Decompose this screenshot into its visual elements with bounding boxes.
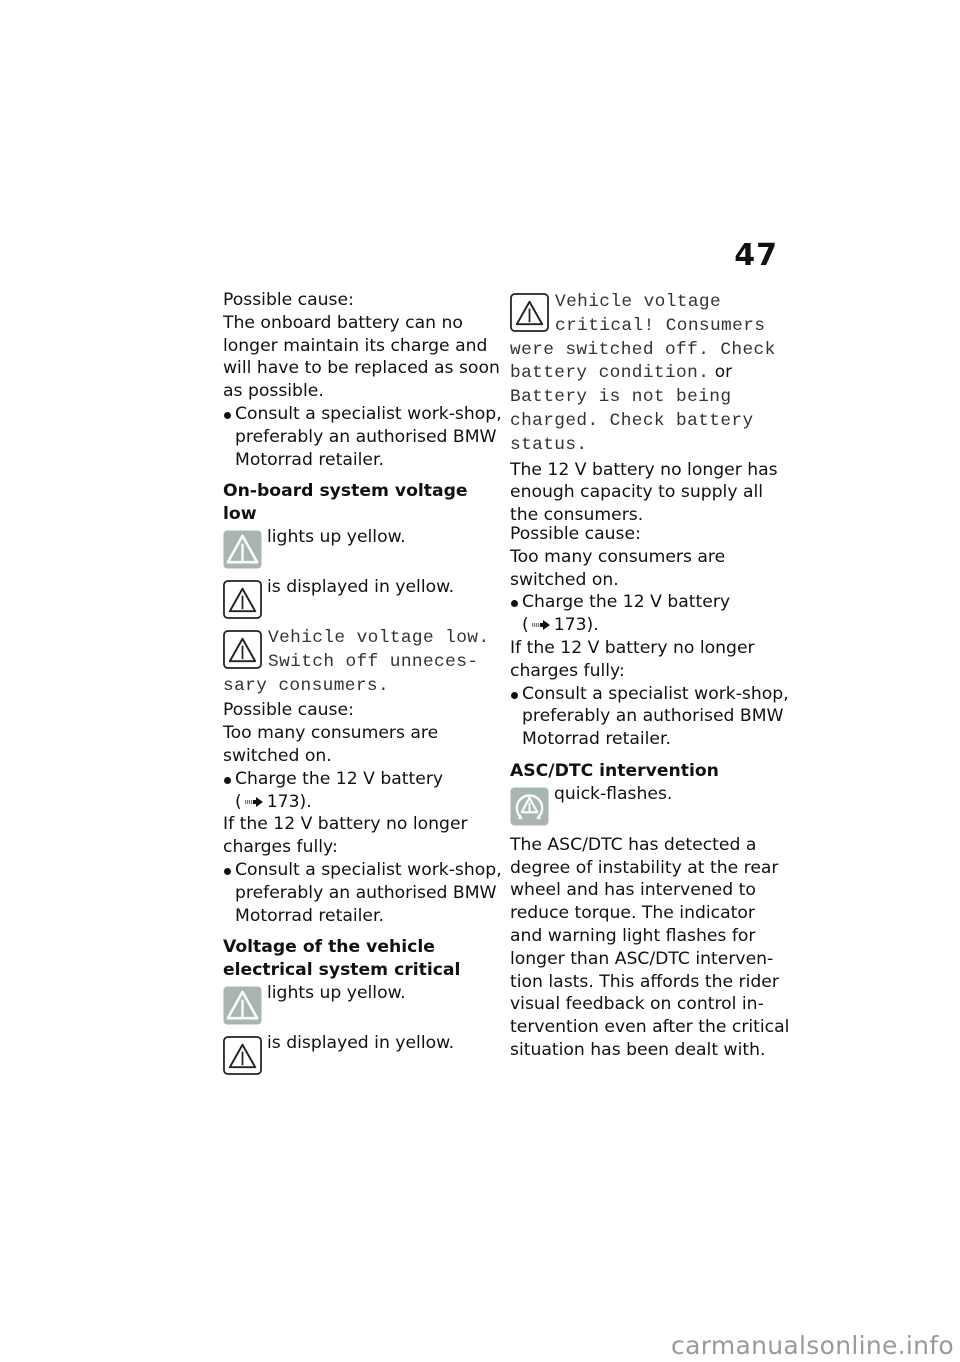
watermark: carmanualsonline.info xyxy=(671,1331,954,1360)
display-message-text-2: Battery is not being charged. Check battery status. xyxy=(510,387,754,455)
indicator-light-text: lights up yellow. xyxy=(267,526,406,547)
indicator-light-row xyxy=(510,783,790,831)
page-reference-link[interactable]: 173 xyxy=(553,615,587,636)
indicator-text: quick-flashes. xyxy=(554,783,673,804)
warning-triangle-outline-icon xyxy=(223,580,262,619)
page-reference-arrow-icon xyxy=(244,796,264,808)
possible-cause-label: Possible cause: xyxy=(510,523,641,544)
indicator-light-row xyxy=(223,982,503,1026)
description-text: The ASC/DTC has detected a degree of instability at the rear wheel and has intervened to reduce torque. The indicator and warning light flashes for longer than ASC/DTC interven-tion lasts. This affords the rider visual feedback on control in-tervention even after the critical situation has been dealt with. xyxy=(510,834,790,1060)
display-message-text: Vehicle voltage low. Switch off unneces-sary consumers. xyxy=(223,627,490,696)
warning-triangle-outline-icon xyxy=(223,630,262,669)
indicator-light-row xyxy=(223,526,503,570)
display-row xyxy=(223,1032,503,1076)
cause-text: Too many consumers are switched on. xyxy=(223,723,439,766)
action-bullet: Consult a specialist work-shop, preferably an authorised BMW Motorrad retailer. xyxy=(510,683,790,751)
display-text: is displayed in yellow. xyxy=(267,576,455,597)
section-heading-asc-dtc: ASC/DTC intervention xyxy=(510,760,719,781)
section-heading-voltage-low: On-board system voltage low xyxy=(223,481,468,525)
display-message-text-1: Vehicle voltage critical! Consumers were switched off. Check battery condition. xyxy=(510,292,776,384)
display-text: is displayed in yellow. xyxy=(267,1032,455,1053)
condition-text: If the 12 V battery no longer charges fully: xyxy=(510,637,755,681)
display-message xyxy=(223,626,503,697)
warning-triangle-filled-icon xyxy=(223,530,262,569)
asc-dtc-warning-icon xyxy=(510,787,549,826)
action-bullet: Charge the 12 V battery ( 173). xyxy=(223,768,503,814)
page-number: 47 xyxy=(734,238,778,273)
warning-triangle-filled-icon xyxy=(223,986,262,1025)
left-column xyxy=(223,289,503,1076)
condition-text: If the 12 V battery no longer charges fully: xyxy=(223,814,468,858)
action-bullet: Consult a specialist work-shop, preferably an authorised BMW Motorrad retailer. xyxy=(223,403,503,471)
warning-triangle-outline-icon xyxy=(510,293,549,332)
page-reference-arrow-icon xyxy=(531,619,551,631)
or-word: or xyxy=(714,362,733,383)
action-text: Charge the 12 V battery xyxy=(235,768,444,789)
possible-cause-label: Possible cause: xyxy=(223,290,354,310)
display-row xyxy=(223,576,503,620)
page-reference-link[interactable]: 173 xyxy=(266,791,300,812)
possible-cause-label: Possible cause: xyxy=(223,700,354,721)
action-bullet: Charge the 12 V battery ( 173). xyxy=(510,591,790,637)
cause-text: Too many consumers are switched on. xyxy=(510,546,726,590)
indicator-light-text: lights up yellow. xyxy=(267,982,406,1003)
action-text: Charge the 12 V battery xyxy=(522,592,731,613)
description-text: The 12 V battery no longer has enough capacity to supply all the consumers. xyxy=(510,459,778,526)
display-message xyxy=(510,290,790,457)
right-column xyxy=(510,290,790,1062)
section-heading-voltage-critical: Voltage of the vehicle electrical system critical xyxy=(223,937,461,981)
cause-text: The onboard battery can no longer maintain its charge and will have to be replaced as soon as possible. xyxy=(223,312,500,402)
action-bullet: Consult a specialist work-shop, preferably an authorised BMW Motorrad retailer. xyxy=(223,859,503,927)
warning-triangle-outline-icon xyxy=(223,1036,262,1075)
